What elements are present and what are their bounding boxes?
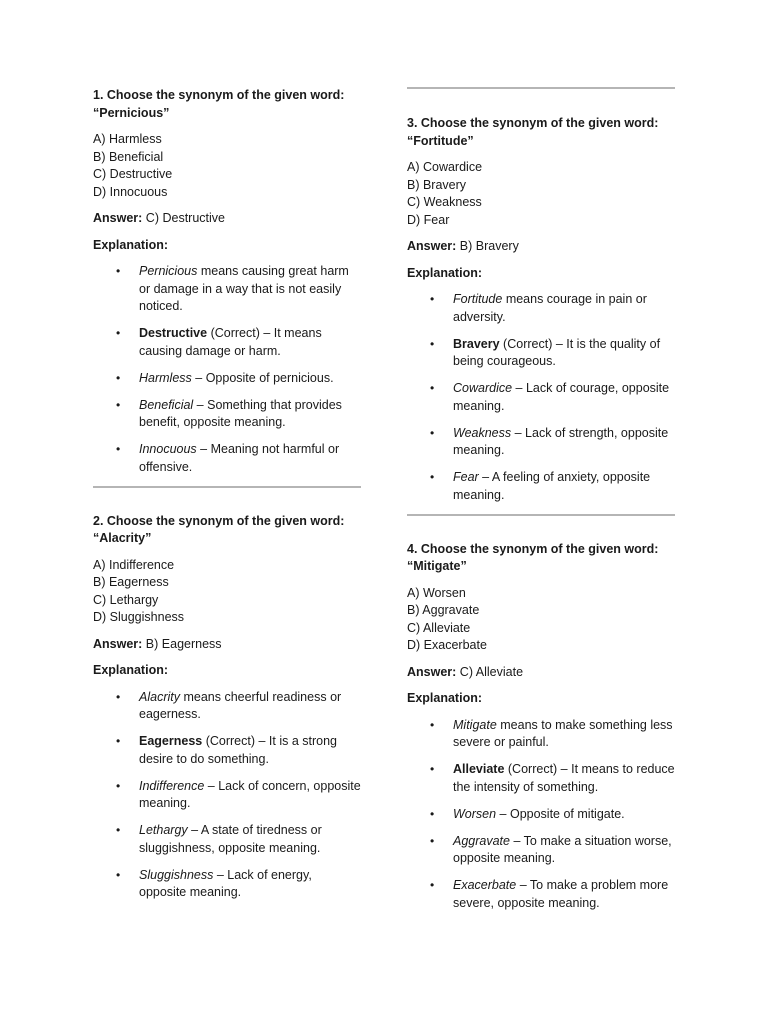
bullet-dot-icon: • bbox=[430, 878, 435, 892]
section-divider bbox=[407, 514, 675, 516]
explanation-text: – Something that provides benefit, opposite meaning. bbox=[139, 397, 342, 429]
explanation-term: Weakness bbox=[453, 425, 512, 440]
explanation-item bbox=[93, 263, 361, 316]
explanation-term: Fortitude bbox=[453, 292, 503, 306]
bullet-dot-icon: • bbox=[430, 806, 435, 821]
explanation-term: Fear bbox=[453, 470, 479, 484]
explanation-item bbox=[407, 806, 675, 824]
explanation-text: – Lack of strength, opposite meaning. bbox=[453, 425, 669, 457]
explanation-term: Beneficial bbox=[139, 397, 194, 412]
question-prompt: 3. Choose the synonym of the given word: bbox=[407, 116, 659, 130]
answer-label: Answer: bbox=[93, 211, 143, 225]
option-b: B) Bravery bbox=[407, 177, 467, 192]
explanation-item bbox=[407, 336, 675, 371]
section-divider bbox=[93, 486, 361, 488]
explanation-term: Alacrity bbox=[139, 689, 180, 704]
bullet-dot-icon: • bbox=[430, 381, 435, 395]
explanation-item bbox=[407, 425, 675, 460]
answer-label: Answer: bbox=[407, 664, 457, 679]
bullet-dot-icon: • bbox=[116, 823, 121, 837]
explanation-text: (Correct) – It is a strong desire to do something. bbox=[139, 734, 337, 766]
option-list bbox=[407, 585, 675, 655]
section-divider bbox=[407, 87, 675, 89]
question-title bbox=[407, 115, 675, 150]
explanation-text: – Lack of energy, opposite meaning. bbox=[139, 867, 312, 899]
bullet-dot-icon: • bbox=[116, 264, 121, 278]
explanation-term: Eagerness bbox=[139, 734, 203, 748]
explanation-item bbox=[407, 717, 675, 752]
explanation-text: means causing great harm or damage in a way that is not easily noticed. bbox=[139, 264, 349, 313]
explanation-item bbox=[93, 867, 361, 902]
option-a: A) Worsen bbox=[407, 585, 466, 600]
explanation-item bbox=[93, 370, 361, 388]
bullet-dot-icon: • bbox=[116, 326, 121, 340]
question-title bbox=[93, 513, 361, 548]
question-word: “Fortitude” bbox=[407, 133, 474, 148]
bullet-dot-icon: • bbox=[116, 370, 121, 385]
option-d: D) Innocuous bbox=[93, 184, 168, 199]
question-title bbox=[407, 541, 675, 576]
explanation-item bbox=[93, 441, 361, 476]
question-title bbox=[93, 87, 361, 122]
explanation-list bbox=[407, 717, 675, 913]
explanation-text: – A state of tiredness or sluggishness, opposite meaning. bbox=[139, 823, 322, 855]
option-c: C) Alleviate bbox=[407, 620, 471, 635]
explanation-term: Worsen bbox=[453, 806, 497, 821]
explanation-list bbox=[93, 689, 361, 902]
explanation-item bbox=[93, 822, 361, 857]
explanation-term: Harmless bbox=[139, 370, 192, 385]
explanation-term: Destructive bbox=[139, 326, 208, 340]
explanation-item bbox=[93, 778, 361, 813]
answer-line bbox=[93, 210, 361, 228]
option-a: A) Harmless bbox=[93, 132, 162, 146]
answer-line bbox=[407, 664, 675, 682]
explanation-item bbox=[407, 877, 675, 912]
answer-line bbox=[93, 636, 361, 654]
answer-value: B) Eagerness bbox=[142, 636, 222, 651]
explanation-item bbox=[407, 291, 675, 326]
explanation-text: (Correct) – It means to reduce the intensity of something. bbox=[453, 762, 675, 794]
explanation-label: Explanation: bbox=[93, 237, 169, 252]
option-c: C) Lethargy bbox=[93, 592, 159, 607]
question-word: “Pernicious” bbox=[93, 105, 170, 120]
explanation-item bbox=[93, 325, 361, 360]
explanation-text: (Correct) – It is the quality of being courageous. bbox=[453, 336, 661, 368]
bullet-dot-icon: • bbox=[430, 762, 435, 776]
explanation-term: Innocuous bbox=[139, 442, 197, 456]
explanation-term: Mitigate bbox=[453, 717, 497, 732]
option-b: B) Aggravate bbox=[407, 603, 480, 617]
bullet-dot-icon: • bbox=[430, 336, 435, 351]
bullet-dot-icon: • bbox=[430, 292, 435, 306]
answer-value: B) Bravery bbox=[456, 239, 519, 253]
explanation-term: Pernicious bbox=[139, 264, 198, 278]
explanation-list bbox=[407, 291, 675, 504]
explanation-text: – Meaning not harmful or offensive. bbox=[139, 442, 340, 474]
question-3 bbox=[407, 115, 675, 504]
question-2 bbox=[93, 513, 361, 902]
explanation-term: Bravery bbox=[453, 336, 500, 351]
option-list bbox=[93, 557, 361, 627]
option-b: B) Beneficial bbox=[93, 149, 164, 164]
explanation-term: Lethargy bbox=[139, 823, 188, 837]
explanation-text: – Opposite of mitigate. bbox=[496, 806, 625, 821]
bullet-dot-icon: • bbox=[116, 867, 121, 882]
option-a: A) Cowardice bbox=[407, 160, 483, 174]
bullet-dot-icon: • bbox=[430, 470, 435, 484]
explanation-item bbox=[93, 689, 361, 724]
explanation-term: Aggravate bbox=[453, 833, 510, 848]
bullet-dot-icon: • bbox=[430, 833, 435, 848]
explanation-text: – Lack of concern, opposite meaning. bbox=[139, 778, 361, 810]
question-prompt: 2. Choose the synonym of the given word: bbox=[93, 513, 345, 528]
explanation-item bbox=[407, 761, 675, 796]
option-d: D) Exacerbate bbox=[407, 638, 487, 652]
question-1 bbox=[93, 87, 361, 476]
bullet-dot-icon: • bbox=[116, 734, 121, 748]
explanation-item bbox=[93, 397, 361, 432]
explanation-item bbox=[407, 833, 675, 868]
explanation-list bbox=[93, 263, 361, 476]
explanation-term: Alleviate bbox=[453, 762, 505, 776]
question-prompt: 4. Choose the synonym of the given word: bbox=[407, 541, 659, 556]
explanation-label: Explanation: bbox=[93, 663, 169, 677]
bullet-dot-icon: • bbox=[116, 442, 121, 456]
explanation-text: (Correct) – It means causing damage or harm. bbox=[139, 326, 322, 358]
explanation-text: means to make something less severe or painful. bbox=[453, 717, 673, 749]
option-d: D) Fear bbox=[407, 212, 450, 227]
bullet-dot-icon: • bbox=[116, 778, 121, 793]
option-list bbox=[93, 131, 361, 201]
bullet-dot-icon: • bbox=[116, 689, 121, 704]
explanation-label: Explanation: bbox=[407, 691, 483, 705]
left-column bbox=[93, 87, 361, 911]
bullet-dot-icon: • bbox=[430, 425, 435, 440]
explanation-text: – To make a problem more severe, opposite meaning. bbox=[453, 878, 669, 910]
option-a: A) Indifference bbox=[93, 557, 175, 572]
bullet-dot-icon: • bbox=[116, 397, 121, 412]
option-b: B) Eagerness bbox=[93, 575, 169, 589]
answer-label: Answer: bbox=[407, 239, 457, 253]
right-column bbox=[407, 87, 675, 922]
option-c: C) Weakness bbox=[407, 195, 482, 209]
explanation-term: Indifference bbox=[139, 778, 205, 793]
explanation-text: – Lack of courage, opposite meaning. bbox=[453, 381, 670, 413]
explanation-text: – Opposite of pernicious. bbox=[191, 370, 334, 385]
answer-label: Answer: bbox=[93, 636, 143, 651]
question-prompt: 1. Choose the synonym of the given word: bbox=[93, 88, 345, 102]
explanation-term: Sluggishness bbox=[139, 867, 214, 882]
explanation-term: Cowardice bbox=[453, 381, 513, 395]
question-4 bbox=[407, 541, 675, 913]
question-word: “Alacrity” bbox=[93, 531, 152, 545]
explanation-item bbox=[407, 469, 675, 504]
explanation-term: Exacerbate bbox=[453, 878, 517, 892]
explanation-text: – To make a situation worse, opposite meaning. bbox=[453, 833, 672, 865]
option-list bbox=[407, 159, 675, 229]
option-d: D) Sluggishness bbox=[93, 610, 185, 624]
explanation-item bbox=[93, 733, 361, 768]
explanation-label: Explanation: bbox=[407, 265, 483, 280]
question-word: “Mitigate” bbox=[407, 559, 467, 573]
answer-value: C) Destructive bbox=[142, 211, 225, 225]
explanation-text: means cheerful readiness or eagerness. bbox=[139, 689, 342, 721]
answer-value: C) Alleviate bbox=[456, 664, 524, 679]
bullet-dot-icon: • bbox=[430, 717, 435, 732]
explanation-item bbox=[407, 380, 675, 415]
explanation-text: means courage in pain or adversity. bbox=[453, 292, 647, 324]
option-c: C) Destructive bbox=[93, 167, 173, 181]
answer-line bbox=[407, 238, 675, 256]
explanation-text: – A feeling of anxiety, opposite meaning. bbox=[453, 470, 651, 502]
